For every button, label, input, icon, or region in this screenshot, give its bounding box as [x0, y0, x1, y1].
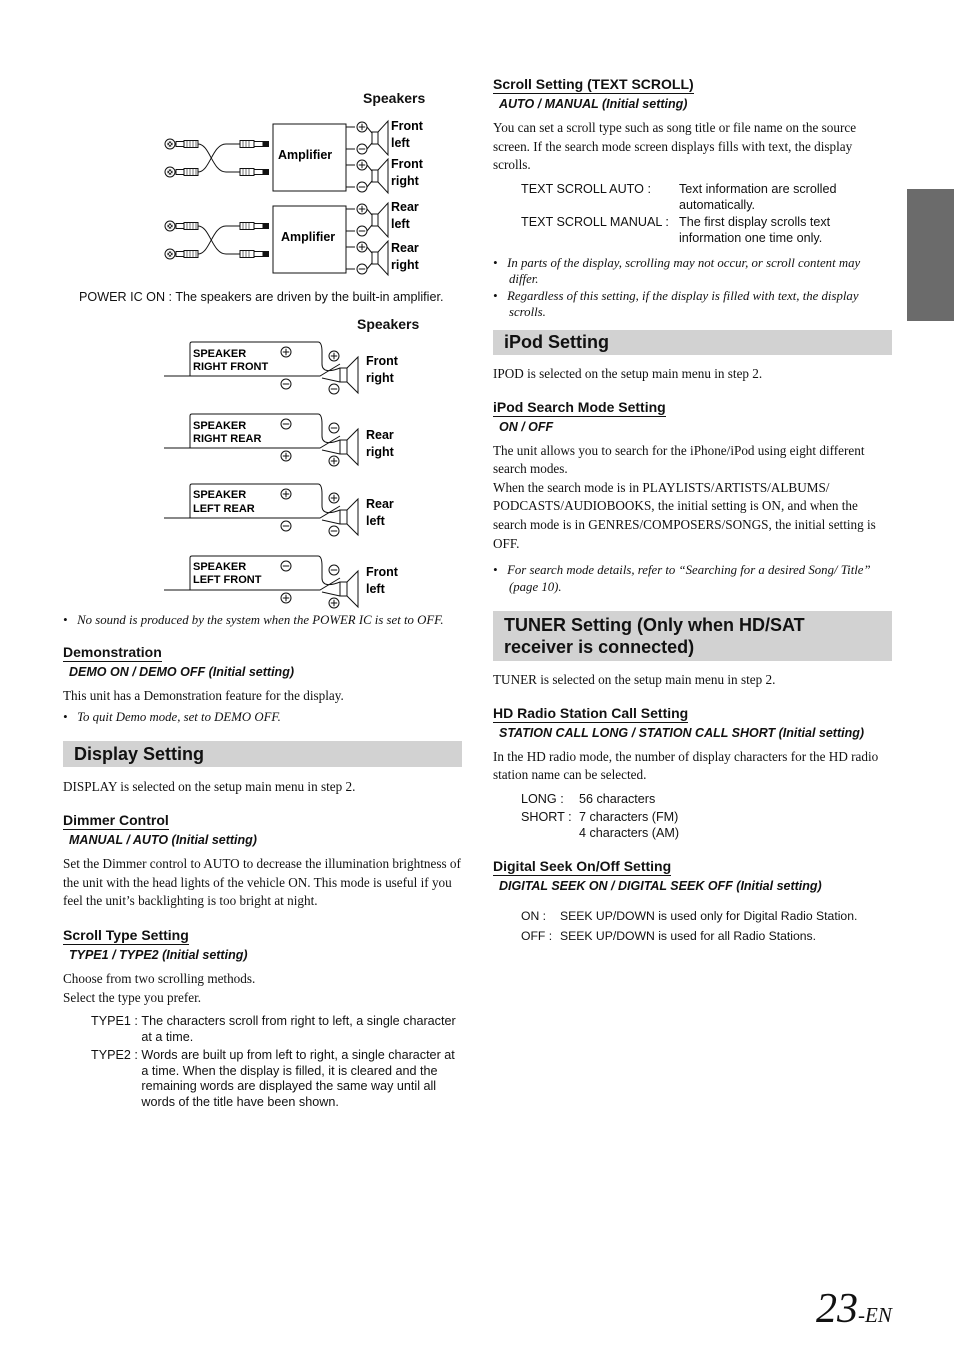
ipod-search-body-1: The unit allows you to search for the iPhone/iPod using eight different search modes.: [493, 442, 865, 477]
box-2-line2: RIGHT REAR: [193, 433, 262, 445]
dimmer-body: Set the Dimmer control to AUTO to decrease the illumination brightness of the unit with the head lights of the vehicle ON. This mode is useful if you feel the unit’s backlighting is too bright at night.: [63, 856, 461, 909]
digital-seek-options: DIGITAL SEEK ON / DIGITAL SEEK OFF (Initial setting): [499, 879, 822, 894]
definition-row: ON : SEEK UP/DOWN is used only for Digital Radio Station.: [521, 909, 858, 924]
label-rear-right-2: right: [391, 258, 419, 272]
demonstration-note: • To quit Demo mode, set to DEMO OFF.: [63, 710, 281, 725]
label-front-right-1: Front: [391, 157, 423, 171]
dimmer-options: MANUAL / AUTO (Initial setting): [69, 833, 257, 848]
box-1-line2: RIGHT FRONT: [193, 361, 269, 373]
label-rear-left-1: Rear: [391, 200, 419, 214]
row-3-label-1: Rear: [366, 497, 394, 511]
row-1-label-2: right: [366, 371, 394, 385]
power-ic-desc: The speakers are driven by the built-in amplifier.: [175, 290, 444, 304]
amplifier-wiring-diagram: [150, 110, 450, 280]
left-column: [63, 612, 462, 1113]
power-ic-term: POWER IC ON :: [79, 290, 173, 304]
hd-radio-definitions: [521, 792, 892, 841]
ipod-search-body-2: When the search mode is in PLAYLISTS/ARTISTS/ALBUMS/ PODCASTS/AUDIOBOOKS, the initial setting is ON, and when the search mode is in GENRES/COMPOSERS/SONGS, the initial setting is OFF.: [493, 479, 876, 551]
row-4-label-2: left: [366, 582, 385, 596]
label-front-left-2: left: [391, 136, 410, 150]
tuner-heading-line-2: receiver is connected): [504, 637, 695, 658]
display-setting-intro: DISPLAY is selected on the setup main menu in step 2.: [63, 778, 356, 794]
page-number: 23-EN: [816, 1286, 892, 1332]
scroll-type-body-1: Choose from two scrolling methods.: [63, 970, 256, 986]
power-ic-note: • No sound is produced by the system when the POWER IC is set to OFF.: [63, 613, 444, 627]
box-3-line2: LEFT REAR: [193, 503, 255, 515]
box-3-line1: SPEAKER: [193, 489, 247, 501]
hd-radio-body: In the HD radio mode, the number of display characters for the HD radio station name can be selected.: [493, 748, 879, 783]
definition-row: LONG : 56 characters: [521, 791, 656, 806]
row-1-label-1: Front: [366, 354, 398, 368]
scroll-type-heading: Scroll Type Setting: [63, 926, 189, 943]
row-2-label-2: right: [366, 445, 394, 459]
tuner-setting-intro: TUNER is selected on the setup main menu in step 2.: [493, 672, 776, 688]
digital-seek-heading: Digital Seek On/Off Setting: [493, 858, 672, 875]
scroll-setting-definitions: [521, 182, 892, 247]
row-3-label-2: left: [366, 514, 385, 528]
hd-radio-heading: HD Radio Station Call Setting: [493, 704, 689, 721]
scroll-note-2: • Regardless of this setting, if the display is filled with text, the display scrolls.: [493, 288, 859, 320]
scroll-setting-heading: Scroll Setting (TEXT SCROLL): [493, 76, 694, 92]
dimmer-heading: Dimmer Control: [63, 812, 169, 829]
box-4-line2: LEFT FRONT: [193, 574, 262, 586]
hd-radio-options: STATION CALL LONG / STATION CALL SHORT (Initial setting): [499, 725, 865, 740]
digital-seek-definitions: [521, 909, 892, 945]
definition-row: TEXT SCROLL MANUAL : The first display scrolls text information one time only.: [521, 215, 831, 246]
speaker-wiring-diagram: [160, 338, 420, 613]
diagram-top-heading: Speakers: [363, 90, 426, 106]
scroll-type-definitions: [91, 1014, 462, 1111]
label-rear-right-1: Rear: [391, 241, 419, 255]
definition-row: SHORT : 7 characters (FM) 4 characters (AM): [521, 809, 680, 840]
box-4-line1: SPEAKER: [193, 561, 247, 573]
row-4-label-1: Front: [366, 565, 398, 579]
scroll-type-body-2: Select the type you prefer.: [63, 989, 202, 1005]
power-ic-definition: [79, 290, 443, 304]
demonstration-options: DEMO ON / DEMO OFF (Initial setting): [69, 664, 294, 679]
display-setting-heading: Display Setting: [63, 741, 462, 767]
ipod-search-options: ON / OFF: [499, 419, 554, 434]
definition-row: TYPE2 : Words are built up from left to right, a single character at a time. When the display is filled, it is cleared and the remaining words are displayed the same way until all words of the title have been shown.: [91, 1047, 455, 1110]
ipod-search-note: • For search mode details, refer to “Searching for a desired Song/ Title” (page 10).: [493, 563, 871, 594]
definition-row: TEXT SCROLL AUTO : Text information are scrolled automatically.: [521, 181, 837, 212]
amplifier-1-label: Amplifier: [278, 148, 333, 162]
scroll-type-options: TYPE1 / TYPE2 (Initial setting): [69, 947, 248, 962]
side-tab: [907, 189, 954, 321]
tuner-setting-heading: [493, 611, 892, 661]
label-front-left-1: Front: [391, 119, 423, 133]
diagram-bottom-heading: Speakers: [357, 316, 420, 332]
ipod-setting-intro: IPOD is selected on the setup main menu in step 2.: [493, 365, 763, 381]
right-column: [493, 76, 892, 947]
tuner-heading-line-1: TUNER Setting (Only when HD/SAT: [504, 615, 805, 636]
label-rear-left-2: left: [391, 217, 410, 231]
scroll-setting-body: You can set a scroll type such as song title or file name on the source screen. If the search mode screen displays fills with text, the display scrolls.: [493, 120, 857, 173]
demonstration-heading: Demonstration: [63, 643, 162, 660]
label-front-right-2: right: [391, 174, 419, 188]
ipod-setting-heading: iPod Setting: [493, 330, 892, 355]
box-1-line1: SPEAKER: [193, 348, 247, 360]
definition-row: TYPE1 : The characters scroll from right to left, a single character at a time.: [91, 1014, 456, 1044]
ipod-search-heading: iPod Search Mode Setting: [493, 398, 666, 415]
box-2-line1: SPEAKER: [193, 420, 247, 432]
amplifier-2-label: Amplifier: [281, 230, 336, 244]
definition-row: OFF : SEEK UP/DOWN is used for all Radio Stations.: [521, 929, 817, 944]
demonstration-body: This unit has a Demonstration feature for the display.: [63, 687, 344, 703]
row-2-label-1: Rear: [366, 428, 394, 442]
scroll-setting-options: AUTO / MANUAL (Initial setting): [499, 97, 688, 111]
scroll-note-1: • In parts of the display, scrolling may not occur, or scroll content may differ.: [493, 255, 861, 287]
